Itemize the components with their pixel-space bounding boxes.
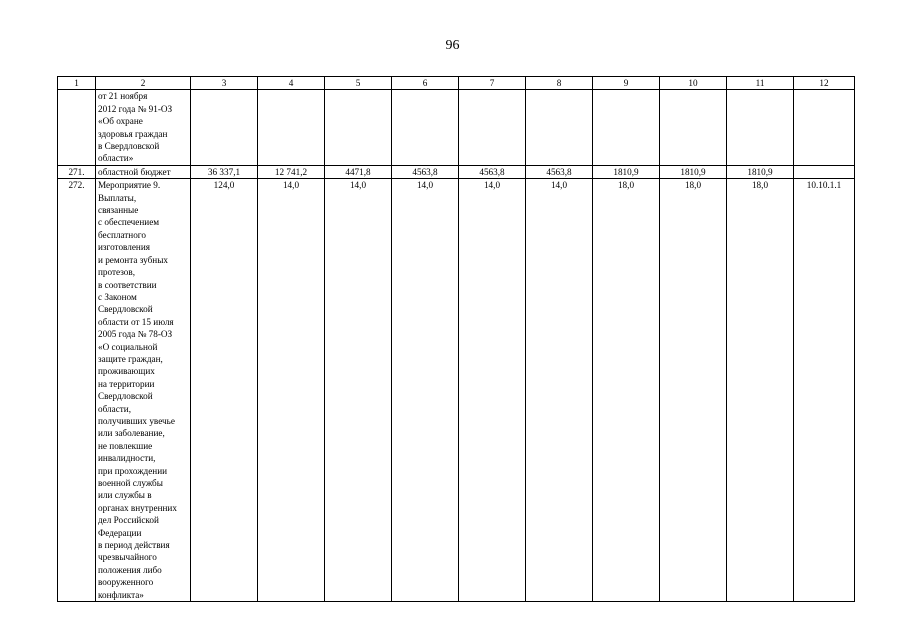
row-number-cell: 271. [58,165,96,178]
column-header: 10 [660,77,727,90]
value-cell: 1810,9 [727,165,794,178]
column-header: 9 [593,77,660,90]
page-number: 96 [445,38,460,53]
value-cell: 1810,9 [660,165,727,178]
code-cell: 10.10.1.1 [794,179,855,602]
value-cell: 14,0 [325,179,392,602]
row-name-cell: областной бюджет [96,165,191,178]
row-name-cell: Мероприятие 9. Выплаты, связанные с обеспечением бесплатного изготовления и ремонта зубных протезов, в соответствии с Законом Свердловской области от 15 июля 2005 года № 78-ОЗ «О социальной защите граждан, проживающих на территории Свердловской области, получивших увечье или заболевание, не повлекшие инвалидности, при прохождении военной службы или службы в органах внутренних дел Российской Федерации в период действия чрезвычайного положения либо вооруженного конфликта» [96,179,191,602]
value-cell: 124,0 [191,179,258,602]
column-header: 6 [392,77,459,90]
value-cell: 4563,8 [526,165,593,178]
value-cell: 36 337,1 [191,165,258,178]
value-cell: 14,0 [258,179,325,602]
column-number-row [58,77,855,90]
value-cell: 12 741,2 [258,165,325,178]
value-cell: 14,0 [459,179,526,602]
table-row [58,179,855,602]
column-header: 4 [258,77,325,90]
column-header: 12 [794,77,855,90]
budget-table [57,76,855,602]
table-row [58,165,855,178]
code-cell [794,165,855,178]
column-header: 8 [526,77,593,90]
value-cell: 1810,9 [593,165,660,178]
value-cell: 18,0 [593,179,660,602]
value-cell: 4563,8 [392,165,459,178]
column-header: 1 [58,77,96,90]
row-number-cell: 272. [58,179,96,602]
column-header: 5 [325,77,392,90]
column-header: 3 [191,77,258,90]
value-cell: 14,0 [526,179,593,602]
value-cell: 18,0 [660,179,727,602]
column-header: 7 [459,77,526,90]
value-cell: 4471,8 [325,165,392,178]
value-cell: 14,0 [392,179,459,602]
value-cell: 4563,8 [459,165,526,178]
column-header: 2 [96,77,191,90]
row-name-cell: от 21 ноября 2012 года № 91-ОЗ «Об охране здоровья граждан в Свердловской области» [96,90,191,165]
column-header: 11 [727,77,794,90]
table-row-continuation [58,90,855,165]
row-number-cell [58,90,96,165]
value-cell: 18,0 [727,179,794,602]
